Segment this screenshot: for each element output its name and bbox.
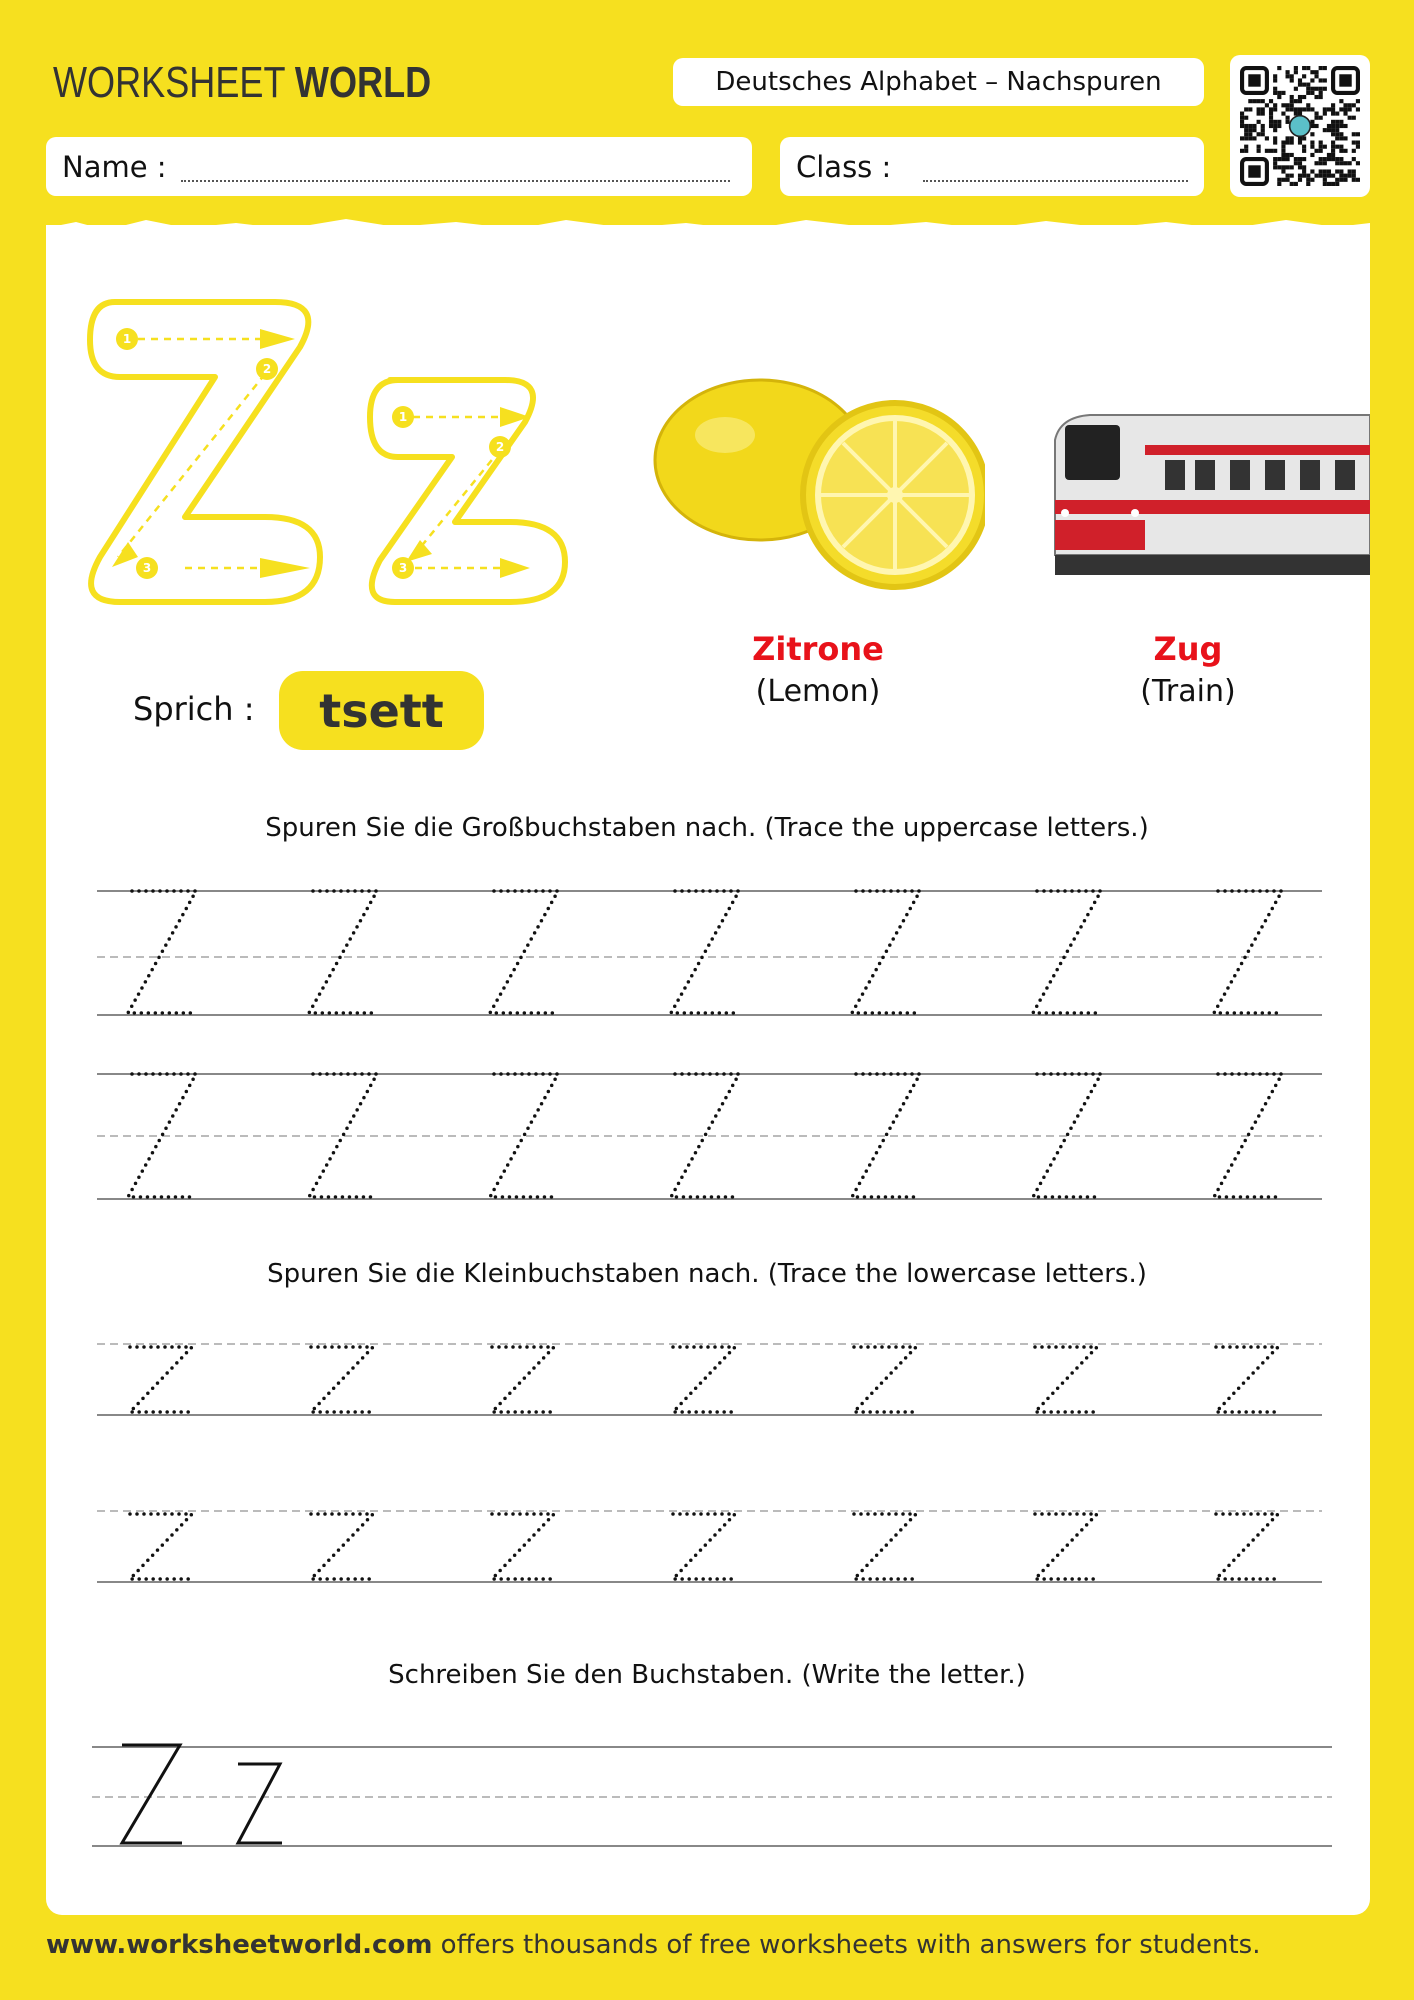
brand-name: WORKSHEET WORLD — [53, 57, 432, 107]
dotted-letter-z[interactable] — [1216, 1347, 1278, 1412]
dotted-letter-z[interactable] — [311, 1347, 373, 1412]
word-english: (Train) — [1140, 674, 1236, 709]
dotted-letter-z[interactable] — [854, 1347, 916, 1412]
dotted-letter-z[interactable] — [490, 891, 558, 1013]
dotted-letter-z[interactable] — [311, 1514, 373, 1579]
stroke-number: 2 — [262, 362, 272, 376]
dotted-letter-z[interactable] — [673, 1514, 735, 1579]
name-label: Name : — [62, 149, 167, 184]
stroke-number: 3 — [142, 561, 152, 575]
stroke-number: 1 — [398, 410, 408, 424]
dotted-letter-z[interactable] — [130, 1347, 192, 1412]
dotted-letter-z[interactable] — [128, 891, 196, 1013]
dotted-letter-z[interactable] — [673, 1347, 735, 1412]
dotted-letter-z[interactable] — [854, 1514, 916, 1579]
dotted-letter-z[interactable] — [1035, 1514, 1097, 1579]
word-german: Zug — [1153, 630, 1223, 668]
instruction-uppercase: Spuren Sie die Großbuchstaben nach. (Trace the uppercase letters.) — [265, 813, 1149, 843]
example-uppercase-z — [122, 1745, 182, 1843]
dotted-letter-z[interactable] — [309, 891, 377, 1013]
footer-link[interactable]: www.worksheetworld.com — [46, 1930, 433, 1960]
instruction-write: Schreiben Sie den Buchstaben. (Write the letter.) — [388, 1660, 1026, 1690]
dotted-letter-z[interactable] — [1033, 891, 1101, 1013]
worksheet-title: Deutsches Alphabet – Nachspuren — [673, 58, 1204, 106]
stroke-number: 3 — [398, 561, 408, 575]
dotted-letter-z[interactable] — [1035, 1347, 1097, 1412]
dotted-letter-z[interactable] — [492, 1347, 554, 1412]
dotted-letter-z[interactable] — [130, 1514, 192, 1579]
word-german: Zitrone — [752, 630, 884, 668]
dotted-letter-z[interactable] — [671, 891, 739, 1013]
instruction-lowercase: Spuren Sie die Kleinbuchstaben nach. (Trace the lowercase letters.) — [267, 1259, 1147, 1289]
dotted-letter-z[interactable] — [1216, 1514, 1278, 1579]
dotted-letter-z[interactable] — [1214, 891, 1282, 1013]
example-lowercase-z — [238, 1764, 282, 1843]
dotted-letter-z[interactable] — [492, 1514, 554, 1579]
pronounce-label: Sprich : — [133, 690, 255, 728]
stroke-number: 1 — [122, 332, 132, 346]
class-label: Class : — [796, 149, 892, 184]
pronunciation-badge: tsett — [279, 671, 484, 750]
word-english: (Lemon) — [755, 674, 881, 709]
footer-text: www.worksheetworld.com offers thousands of free worksheets with answers for students. — [46, 1930, 1261, 1960]
dotted-letter-z[interactable] — [852, 891, 920, 1013]
stroke-number: 2 — [495, 440, 505, 454]
